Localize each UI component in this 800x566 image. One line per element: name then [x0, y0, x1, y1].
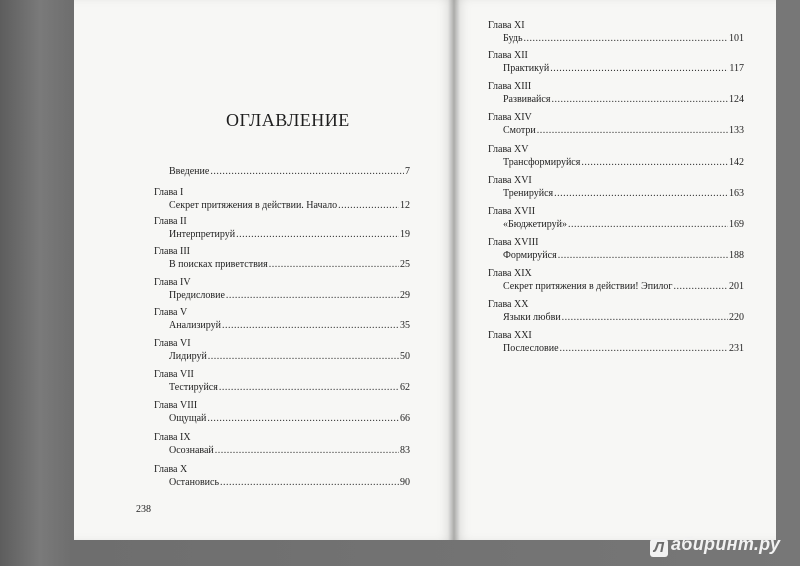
- watermark-text: абиринт.ру: [671, 534, 781, 554]
- chapter-title: Послесловие: [503, 343, 559, 354]
- dot-leader: [226, 289, 399, 302]
- chapter-title: Тренируйся: [503, 188, 554, 199]
- toc-entry: [488, 49, 744, 75]
- page-ref: 133: [729, 125, 744, 136]
- page-ref: 12: [400, 200, 410, 211]
- toc-entry: [154, 306, 410, 332]
- chapter-title: Практикуй: [503, 63, 550, 74]
- chapter-title: Будь: [503, 33, 523, 44]
- toc-line: [488, 218, 744, 231]
- dot-leader: [537, 124, 728, 137]
- dot-leader: [236, 228, 399, 241]
- toc-entry: [488, 80, 744, 106]
- page-ref: 7: [405, 166, 410, 177]
- dot-leader: [338, 199, 399, 212]
- toc-line: [488, 249, 744, 262]
- page-ref: 201: [729, 281, 744, 292]
- page-ref: 90: [400, 477, 410, 488]
- labirint-watermark: [650, 534, 780, 557]
- toc-line: [488, 156, 744, 169]
- dot-leader: [524, 32, 728, 45]
- chapter-number: Глава XII: [488, 50, 528, 61]
- chapter-number: Глава XIX: [488, 268, 532, 279]
- dot-leader: [207, 412, 399, 425]
- chapter-number: Глава XI: [488, 20, 525, 31]
- dot-leader: [560, 342, 728, 355]
- chapter-number: Глава X: [154, 464, 188, 475]
- toc-entry: [154, 399, 410, 425]
- page-ref: 83: [400, 445, 410, 456]
- chapter-title: Предисловие: [169, 290, 225, 301]
- chapter-title: Интерпретируй: [169, 229, 236, 240]
- dot-leader: [219, 381, 399, 394]
- dot-leader: [562, 311, 728, 324]
- toc-entry: [488, 174, 744, 200]
- chapter-number: Глава VI: [154, 338, 191, 349]
- toc-entry: [154, 186, 410, 212]
- book-gutter: [448, 0, 460, 540]
- chapter-title: Секрет притяжения в действии! Эпилог: [503, 281, 673, 292]
- chapter-number: Глава XVIII: [488, 237, 539, 248]
- toc-entry: [154, 463, 410, 489]
- toc-entry: [154, 215, 410, 241]
- toc-line: [488, 311, 744, 324]
- page-ref: 169: [729, 219, 744, 230]
- chapter-number: Глава XIV: [488, 112, 532, 123]
- labirint-logo-icon: Л: [650, 539, 668, 557]
- page-ref: 25: [400, 259, 410, 270]
- toc-line: [488, 124, 744, 137]
- page-ref: 29: [400, 290, 410, 301]
- toc-entry: [488, 329, 744, 355]
- dot-leader: [674, 280, 728, 293]
- chapter-number: Глава V: [154, 307, 188, 318]
- page-ref: 142: [729, 157, 744, 168]
- toc-entry: [488, 205, 744, 231]
- chapter-title: Формируйся: [503, 250, 557, 261]
- chapter-title: Лидируй: [169, 351, 207, 362]
- toc-entry: [154, 245, 410, 271]
- page-ref: 117: [729, 63, 744, 74]
- toc-line: [154, 444, 410, 457]
- chapter-number: Глава I: [154, 187, 184, 198]
- toc-line: [154, 412, 410, 425]
- chapter-title: Языки любви: [503, 312, 561, 323]
- dot-leader: [551, 93, 728, 106]
- page-ref: 163: [729, 188, 744, 199]
- page-ref: 19: [400, 229, 410, 240]
- toc-line: [154, 476, 410, 489]
- toc-line: [154, 258, 410, 271]
- chapter-number: Глава XVI: [488, 175, 532, 186]
- toc-line: [488, 32, 744, 45]
- chapter-number: Глава XVII: [488, 206, 536, 217]
- dot-leader: [222, 319, 399, 332]
- dot-leader: [269, 258, 399, 271]
- toc-entry: [154, 165, 410, 178]
- page-ref: 231: [729, 343, 744, 354]
- dot-leader: [550, 62, 728, 75]
- chapter-title: Ощущай: [169, 413, 207, 424]
- toc-entry: [488, 236, 744, 262]
- dot-leader: [581, 156, 728, 169]
- chapter-title: Остановись: [169, 477, 220, 488]
- chapter-number: Глава XIII: [488, 81, 532, 92]
- chapter-number: Глава XV: [488, 144, 529, 155]
- toc-line: [488, 280, 744, 293]
- toc-line: [488, 187, 744, 200]
- toc-line: [154, 319, 410, 332]
- toc-line: [488, 342, 744, 355]
- chapter-number: Глава VIII: [154, 400, 198, 411]
- dot-leader: [220, 476, 399, 489]
- toc-entry: [488, 267, 744, 293]
- dot-leader: [208, 350, 399, 363]
- toc-heading: ОГЛАВЛЕНИЕ: [226, 110, 350, 130]
- toc-line: [488, 62, 744, 75]
- page-ref: 124: [729, 94, 744, 105]
- chapter-number: Глава IX: [154, 432, 191, 443]
- chapter-title: Секрет притяжения в действии. Начало: [169, 200, 338, 211]
- chapter-number: Глава XX: [488, 299, 529, 310]
- toc-line: [154, 165, 410, 178]
- page-ref: 66: [400, 413, 410, 424]
- chapter-title: Развивайся: [503, 94, 551, 105]
- toc-line: [154, 228, 410, 241]
- toc-entry: [154, 431, 410, 457]
- toc-entry: [488, 143, 744, 169]
- toc-line: [154, 199, 410, 212]
- dot-leader: [210, 165, 404, 178]
- chapter-title: Введение: [169, 166, 210, 177]
- chapter-title: Тестируйся: [169, 382, 218, 393]
- toc-entry: [154, 368, 410, 394]
- page-ref: 50: [400, 351, 410, 362]
- page-ref: 35: [400, 320, 410, 331]
- page-ref: 62: [400, 382, 410, 393]
- chapter-title: Анализируй: [169, 320, 221, 331]
- toc-entry: [488, 111, 744, 137]
- chapter-number: Глава III: [154, 246, 190, 257]
- toc-entry: [154, 337, 410, 363]
- chapter-title: «Бюджетируй»: [503, 219, 567, 230]
- toc-line: [488, 93, 744, 106]
- chapter-number: Глава XXI: [488, 330, 532, 341]
- dot-leader: [568, 218, 728, 231]
- chapter-number: Глава VII: [154, 369, 194, 380]
- page-number: 238: [136, 504, 151, 515]
- chapter-title: В поисках приветствия: [169, 259, 268, 270]
- dot-leader: [558, 249, 728, 262]
- dot-leader: [215, 444, 399, 457]
- chapter-number: Глава IV: [154, 277, 191, 288]
- toc-entry: [488, 298, 744, 324]
- page-ref: 101: [729, 33, 744, 44]
- chapter-title: Смотри: [503, 125, 536, 136]
- toc-line: [154, 350, 410, 363]
- toc-line: [154, 289, 410, 302]
- page-ref: 188: [729, 250, 744, 261]
- chapter-number: Глава II: [154, 216, 187, 227]
- toc-entry: [154, 276, 410, 302]
- toc-line: [154, 381, 410, 394]
- dot-leader: [554, 187, 728, 200]
- chapter-title: Осознавай: [169, 445, 214, 456]
- toc-entry: [488, 19, 744, 45]
- page-ref: 220: [729, 312, 744, 323]
- chapter-title: Трансформируйся: [503, 157, 581, 168]
